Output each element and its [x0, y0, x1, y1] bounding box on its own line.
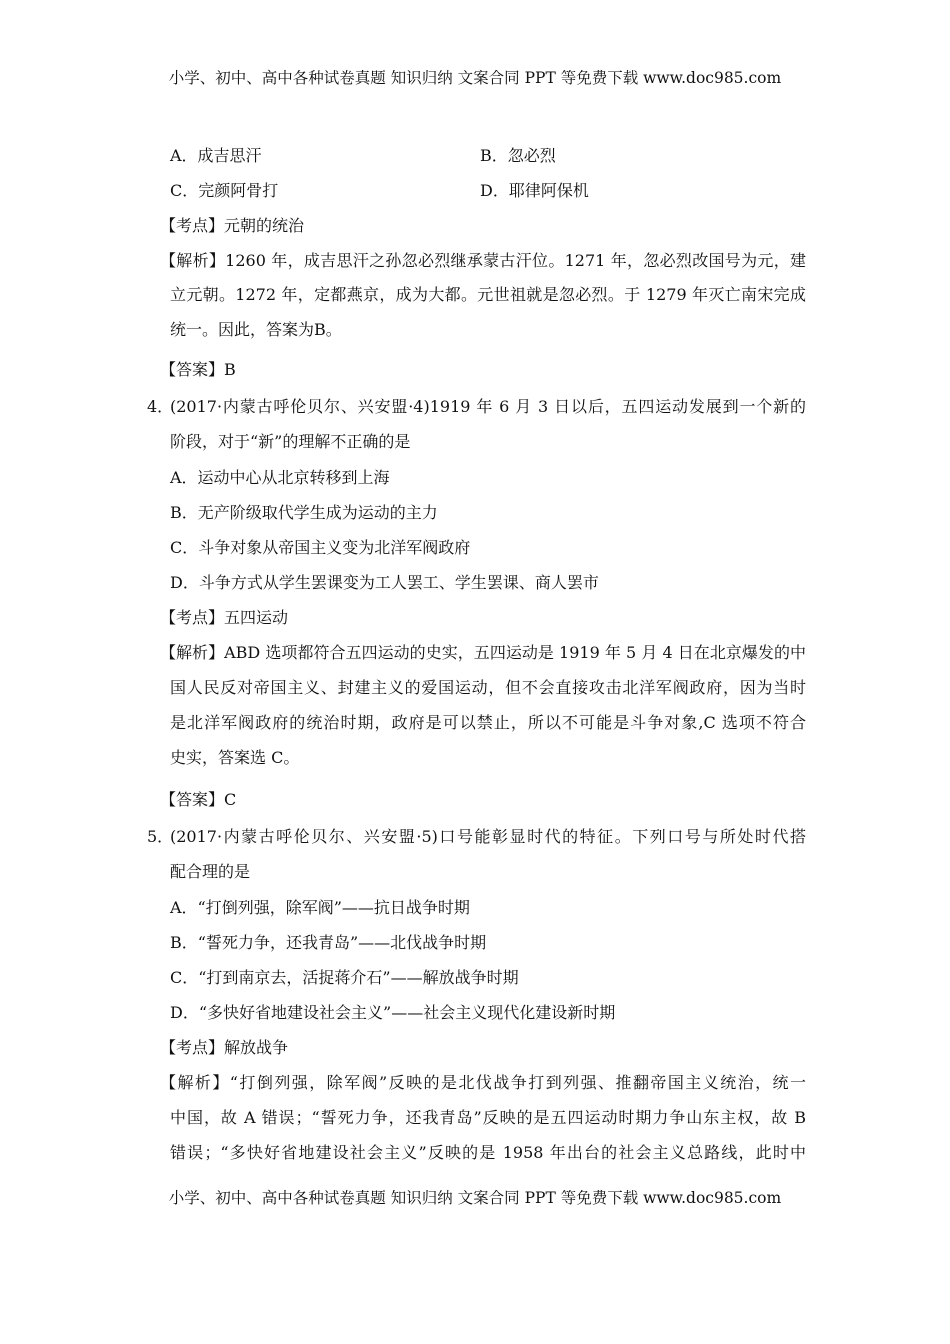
stem-line: (2017·内蒙古呼伦贝尔、兴安盟·5)口号能彰显时代的特征。下列口号与所处时代搭	[170, 827, 806, 846]
jiexi-line: 国人民反对帝国主义、封建主义的爱国运动，但不会直接攻击北洋军阀政府，因为当时	[170, 678, 806, 697]
question-number: 5．	[147, 827, 174, 846]
option-b: B．忽必烈	[480, 146, 556, 165]
jiexi-line: 史实，答案选 C。	[170, 748, 300, 767]
stem-line: 阶段，对于“新”的理解不正确的是	[170, 432, 411, 451]
option-a: A．成吉思汗	[170, 146, 262, 165]
jiexi-line: 统一。因此，答案为B。	[170, 320, 342, 339]
option-d: D．“多快好省地建设社会主义”——社会主义现代化建设新时期	[170, 1003, 616, 1022]
option-c: C．斗争对象从帝国主义变为北洋军阀政府	[170, 538, 471, 557]
page-footer: 小学、初中、高中各种试卷真题 知识归纳 文案合同 PPT 等免费下载 www.doc985.com	[168, 1189, 782, 1207]
page-header: 小学、初中、高中各种试卷真题 知识归纳 文案合同 PPT 等免费下载 www.doc985.com	[168, 69, 782, 87]
option-a: A．“打倒列强，除军阀”——抗日战争时期	[170, 898, 470, 917]
jiexi-line: 是北洋军阀政府的统治时期，政府是可以禁止，所以不可能是斗争对象,C 选项不符合	[170, 713, 806, 732]
jiexi-line: 【解析】1260 年，成吉思汗之孙忽必烈继承蒙古汗位。1271 年，忽必烈改国号为元，建	[160, 251, 806, 270]
jiexi-line: 立元朝。1272 年，定都燕京，成为大都。元世祖就是忽必烈。于 1279 年灭亡南宋完成	[170, 285, 806, 304]
option-b: B．“誓死力争，还我青岛”——北伐战争时期	[170, 933, 487, 952]
question-number: 4．	[147, 397, 174, 416]
option-b: B．无产阶级取代学生成为运动的主力	[170, 503, 438, 522]
option-c: C．“打到南京去，活捉蒋介石”——解放战争时期	[170, 968, 519, 987]
option-d: D．耶律阿保机	[480, 181, 589, 200]
stem-line: 配合理的是	[170, 862, 251, 881]
jiexi-line: 中国，故 A 错误；“誓死力争，还我青岛”反映的是五四运动时期力争山东主权，故 B	[170, 1108, 806, 1127]
answer: 【答案】B	[160, 360, 236, 379]
jiexi-line: 【解析】“打倒列强，除军阀”反映的是北伐战争打到列强、推翻帝国主义统治，统一	[160, 1073, 806, 1092]
kaodian: 【考点】元朝的统治	[160, 216, 305, 235]
kaodian: 【考点】解放战争	[160, 1038, 289, 1057]
stem-line: (2017·内蒙古呼伦贝尔、兴安盟·4)1919 年 6 月 3 日以后，五四运动发展到一个新的	[170, 397, 806, 416]
jiexi-line: 【解析】ABD 选项都符合五四运动的史实，五四运动是 1919 年 5 月 4 日在北京爆发的中	[160, 643, 806, 662]
kaodian: 【考点】五四运动	[160, 608, 289, 627]
answer: 【答案】C	[160, 790, 237, 809]
options-row	[170, 180, 806, 202]
option-a: A．运动中心从北京转移到上海	[170, 468, 390, 487]
jiexi-line: 错误；“多快好省地建设社会主义”反映的是 1958 年出台的社会主义总路线，此时中	[170, 1143, 806, 1162]
option-d: D．斗争方式从学生罢课变为工人罢工、学生罢课、商人罢市	[170, 573, 599, 592]
options-row	[170, 145, 806, 167]
option-c: C．完颜阿骨打	[170, 181, 279, 200]
